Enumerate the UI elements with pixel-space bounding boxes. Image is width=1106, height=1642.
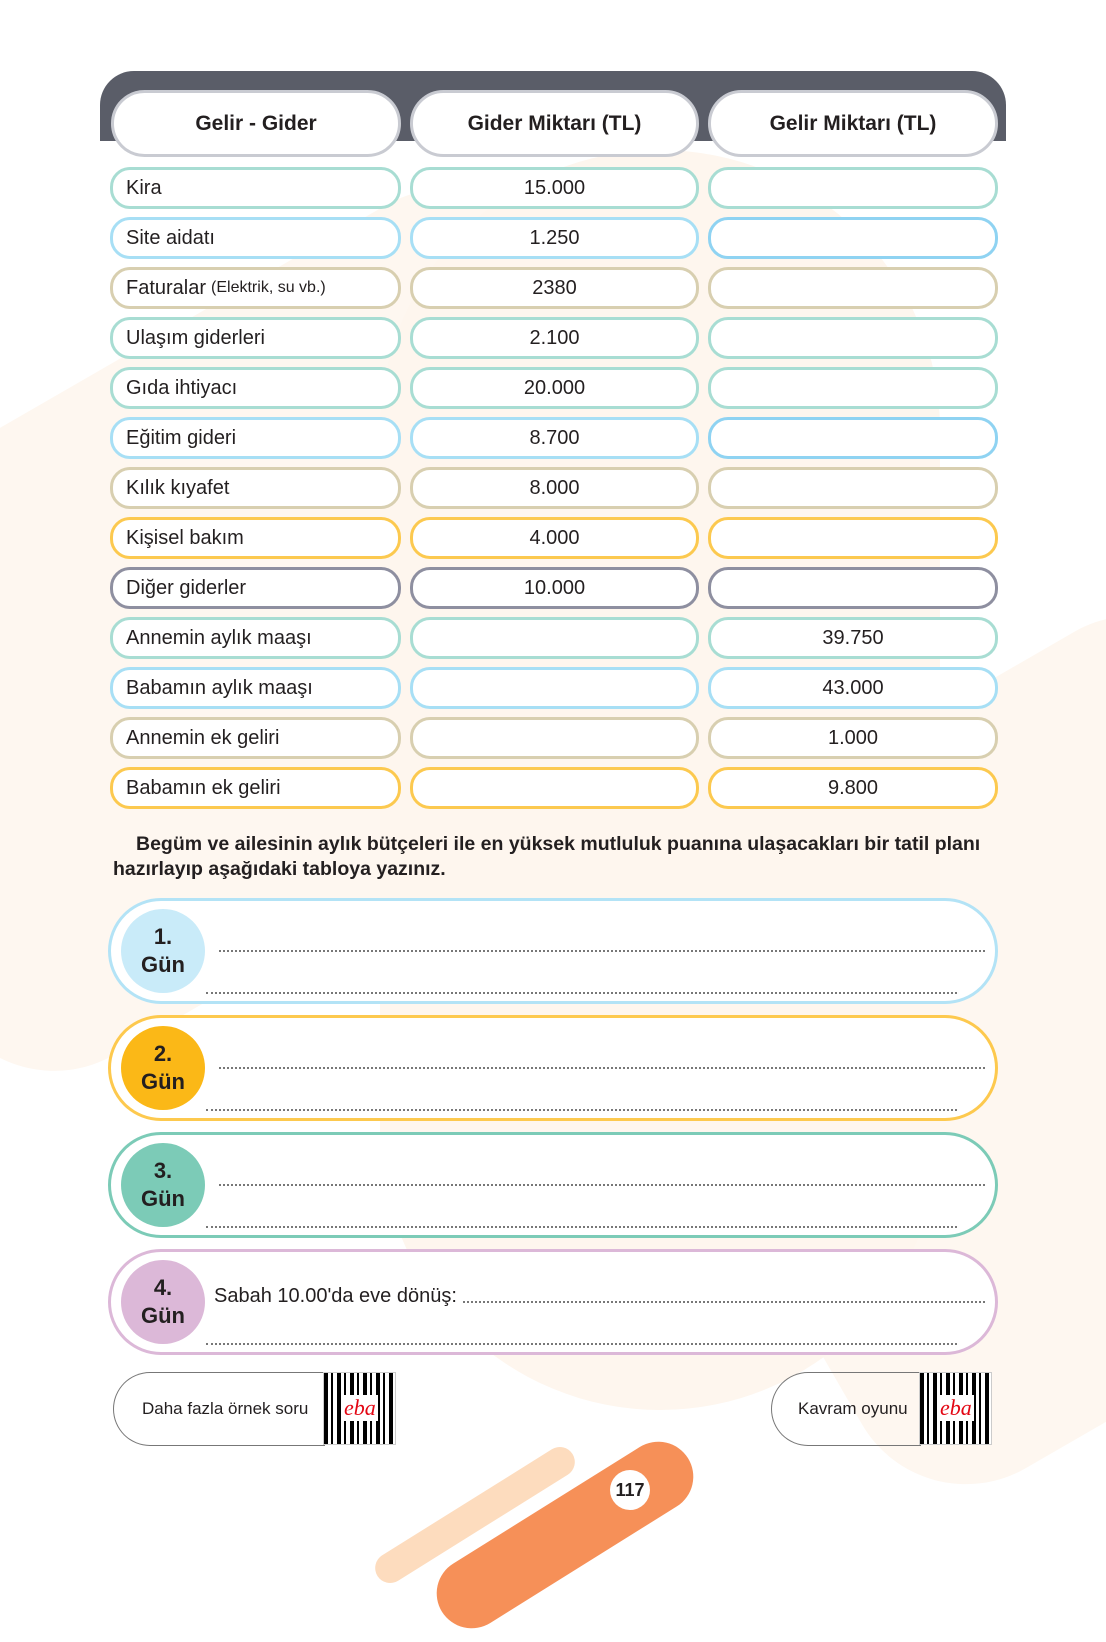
gider-cell[interactable] bbox=[410, 567, 699, 609]
row-label-cell bbox=[110, 667, 401, 709]
header-gelir-gider: Gelir - Gider bbox=[111, 90, 401, 157]
day-text: Sabah 10.00'da eve dönüş: bbox=[214, 1285, 461, 1308]
gider-cell[interactable] bbox=[410, 467, 699, 509]
day-plan-4[interactable] bbox=[108, 1249, 998, 1355]
answer-line[interactable] bbox=[219, 1184, 985, 1186]
row-label-cell bbox=[110, 717, 401, 759]
gider-cell[interactable] bbox=[410, 417, 699, 459]
gelir-cell[interactable] bbox=[708, 667, 998, 709]
row-label: Eğitim gideri bbox=[126, 426, 237, 449]
day-number: 1. bbox=[153, 924, 173, 949]
gider-cell[interactable] bbox=[410, 667, 699, 709]
gider-cell[interactable] bbox=[410, 367, 699, 409]
header-gider-miktari: Gider Miktarı (TL) bbox=[410, 90, 699, 157]
row-label: Diğer giderler bbox=[126, 576, 247, 599]
header-gelir-miktari: Gelir Miktarı (TL) bbox=[708, 90, 998, 157]
more-questions-link[interactable] bbox=[113, 1372, 325, 1446]
row-label-cell bbox=[110, 467, 401, 509]
concept-game-link[interactable] bbox=[771, 1372, 921, 1446]
day-label: Gün bbox=[141, 1069, 185, 1094]
gider-cell[interactable] bbox=[410, 617, 699, 659]
gelir-value: 1.000 bbox=[827, 726, 879, 749]
gider-value: 4.000 bbox=[529, 526, 580, 549]
gelir-cell[interactable] bbox=[708, 517, 998, 559]
gelir-cell[interactable] bbox=[708, 417, 998, 459]
gider-value: 10.000 bbox=[523, 576, 586, 599]
gelir-cell[interactable] bbox=[708, 767, 998, 809]
gelir-cell[interactable] bbox=[708, 367, 998, 409]
gider-cell[interactable] bbox=[410, 267, 699, 309]
instruction-text: Begüm ve ailesinin aylık bütçeleri ile en yüksek mutluluk puanına ulaşacakları bir tatil planı hazırlayıp aşağıdaki tabloya yazınız. bbox=[113, 833, 981, 880]
row-label-cell bbox=[110, 517, 401, 559]
day-label: Gün bbox=[141, 952, 185, 977]
answer-line[interactable] bbox=[206, 1343, 957, 1345]
day-plan-1[interactable] bbox=[108, 898, 998, 1004]
answer-line[interactable] bbox=[219, 1067, 985, 1069]
gelir-cell[interactable] bbox=[708, 167, 998, 209]
qr-code-icon[interactable] bbox=[323, 1372, 396, 1445]
day-number: 4. bbox=[153, 1275, 173, 1300]
gider-value: 2.100 bbox=[529, 326, 580, 349]
row-label-cell bbox=[110, 167, 401, 209]
answer-line[interactable] bbox=[206, 992, 957, 994]
concept-game-label: Kavram oyunu bbox=[798, 1399, 908, 1418]
row-label: Babamın aylık maaşı bbox=[126, 676, 313, 699]
gelir-cell[interactable] bbox=[708, 267, 998, 309]
gelir-cell[interactable] bbox=[708, 467, 998, 509]
row-label: Annemin aylık maaşı bbox=[126, 626, 312, 649]
gider-cell[interactable] bbox=[410, 217, 699, 259]
day-label: Gün bbox=[141, 1303, 185, 1328]
day-badge bbox=[121, 1026, 205, 1110]
row-label: Gıda ihtiyacı bbox=[126, 376, 238, 399]
answer-line[interactable] bbox=[219, 950, 985, 952]
row-label-cell bbox=[110, 767, 401, 809]
gelir-value: 9.800 bbox=[827, 776, 879, 799]
more-questions-label: Daha fazla örnek soru bbox=[142, 1399, 309, 1418]
gelir-cell[interactable] bbox=[708, 317, 998, 359]
day-badge bbox=[121, 1143, 205, 1227]
row-label: Kira bbox=[126, 176, 162, 199]
gelir-cell[interactable] bbox=[708, 217, 998, 259]
row-label: Faturalar bbox=[126, 276, 207, 299]
row-label: Site aidatı bbox=[126, 226, 215, 249]
row-note: (Elektrik, su vb.) bbox=[211, 279, 326, 296]
gider-value: 8.700 bbox=[529, 426, 580, 449]
page-number: 117 bbox=[610, 1470, 650, 1510]
gelir-value: 39.750 bbox=[822, 626, 884, 649]
gider-cell[interactable] bbox=[410, 717, 699, 759]
row-label-cell bbox=[110, 367, 401, 409]
gider-cell[interactable] bbox=[410, 517, 699, 559]
gelir-cell[interactable] bbox=[708, 617, 998, 659]
day-badge bbox=[121, 909, 205, 993]
answer-line[interactable] bbox=[206, 1109, 957, 1111]
row-label-cell bbox=[110, 267, 401, 309]
gider-value: 20.000 bbox=[523, 376, 586, 399]
row-label-cell bbox=[110, 217, 401, 259]
day-plan-2[interactable] bbox=[108, 1015, 998, 1121]
row-label-cell bbox=[110, 317, 401, 359]
row-label: Kişisel bakım bbox=[126, 526, 244, 549]
day-label: Gün bbox=[141, 1186, 185, 1211]
answer-line[interactable] bbox=[206, 1226, 957, 1228]
gider-value: 1.250 bbox=[529, 226, 580, 249]
day-number: 3. bbox=[153, 1158, 173, 1183]
gider-value: 15.000 bbox=[523, 176, 586, 199]
day-number: 2. bbox=[153, 1041, 173, 1066]
row-label-cell bbox=[110, 617, 401, 659]
gider-value: 8.000 bbox=[529, 476, 580, 499]
gelir-cell[interactable] bbox=[708, 717, 998, 759]
gider-cell[interactable] bbox=[410, 317, 699, 359]
row-label: Babamın ek geliri bbox=[126, 776, 281, 799]
gider-value: 2380 bbox=[532, 276, 577, 299]
gider-cell[interactable] bbox=[410, 767, 699, 809]
day-badge bbox=[121, 1260, 205, 1344]
gelir-cell[interactable] bbox=[708, 567, 998, 609]
gider-cell[interactable] bbox=[410, 167, 699, 209]
row-label: Kılık kıyafet bbox=[126, 476, 230, 499]
gelir-value: 43.000 bbox=[822, 676, 884, 699]
qr-code-icon[interactable] bbox=[919, 1372, 992, 1445]
row-label-cell bbox=[110, 417, 401, 459]
row-label: Ulaşım giderleri bbox=[126, 326, 265, 349]
row-label-cell bbox=[110, 567, 401, 609]
day-plan-3[interactable] bbox=[108, 1132, 998, 1238]
row-label: Annemin ek geliri bbox=[126, 726, 280, 749]
